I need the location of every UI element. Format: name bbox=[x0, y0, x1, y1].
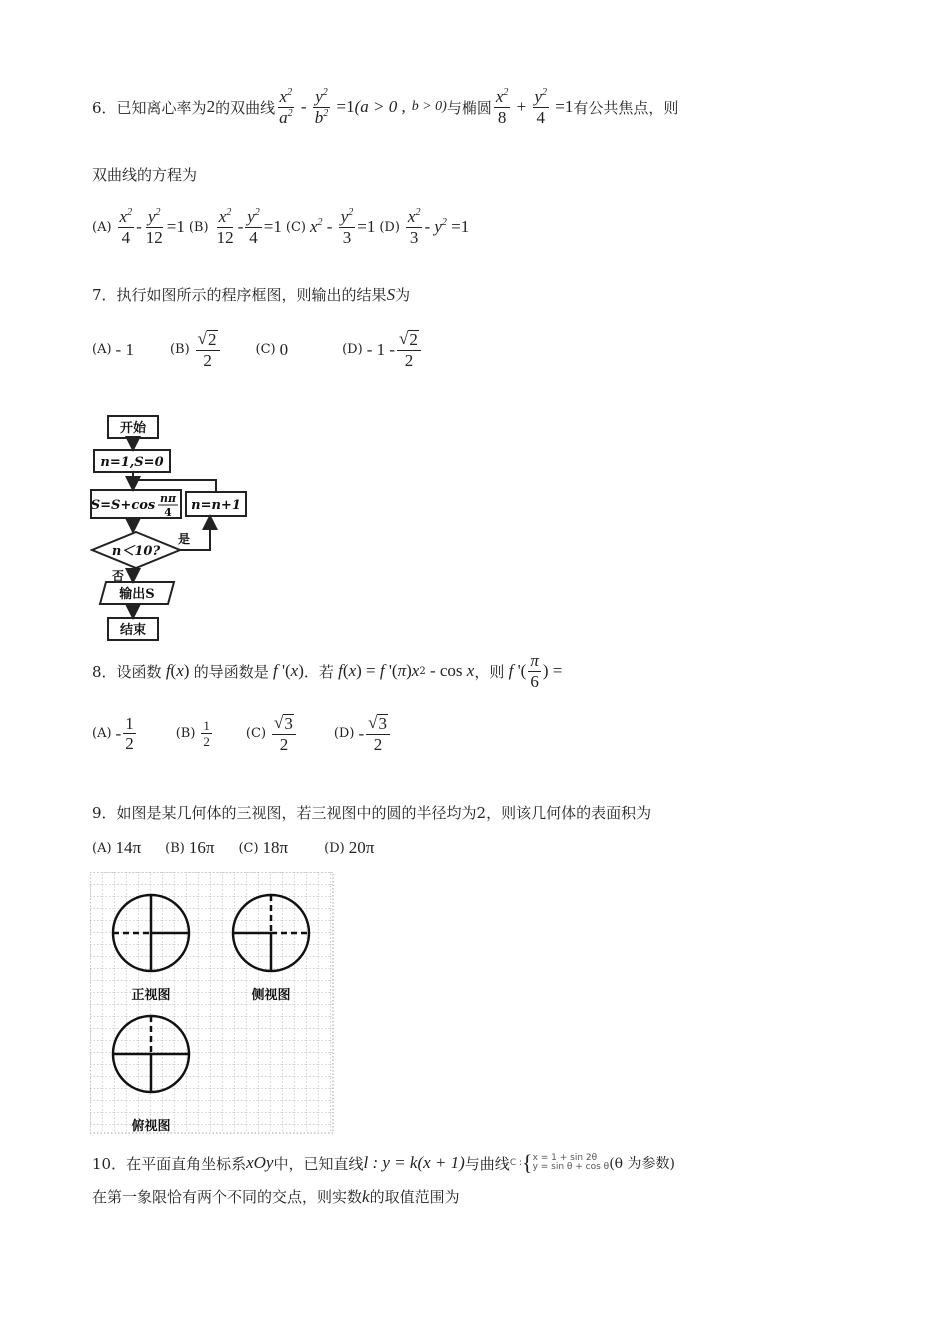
q6-text-b: 的双曲线 bbox=[215, 98, 276, 117]
q10-line1: 10． 在平面直角坐标系 xOy 中，已知直线 l : y = k(x + 1) 与曲线 C : { x = 1 + sin 2θ y = sin θ + cos θ (θ 为参数) bbox=[92, 1150, 675, 1175]
q7-number: 7． bbox=[92, 286, 117, 304]
top-view-label: 俯视图 bbox=[131, 1119, 171, 1134]
q6-option-b-label: (B) bbox=[188, 219, 209, 235]
q10-param-b: y = sin θ + cos θ bbox=[532, 1162, 610, 1172]
q6-option-c-label: (C) bbox=[285, 219, 306, 235]
q7-option-b-label: (B) bbox=[169, 342, 190, 358]
q10-line-eq: l : y = k(x + 1) bbox=[363, 1153, 465, 1172]
q9-question bbox=[92, 802, 651, 823]
q6-a-frac2: $\frac{y^2}{12}$ bbox=[145, 207, 163, 247]
q9-text: 如图是某几何体的三视图，若三视图中的圆的半径均为2，则该几何体的表面积为 bbox=[116, 804, 652, 822]
q10-param-a: x = 1 + sin 2θ bbox=[532, 1153, 598, 1163]
q10-param-system bbox=[533, 1154, 610, 1172]
q8-option-d-label: (D) bbox=[333, 726, 355, 742]
q8-option-d: √ 3 2 bbox=[366, 714, 390, 754]
q9-option-c-label: (C) bbox=[238, 840, 259, 856]
q7-flowchart bbox=[88, 410, 258, 642]
q6-line1: 6． 已知离心率为 2 的双曲线 $\frac{x^2}{a^2}$ - $\frac{y^2}{b^2}$ =1 (a > 0 , b > 0) 与椭圆 $\frac{x^2}{8}$ + $\frac{y^2}{4}$ =1 有公共焦点，则 bbox=[92, 87, 679, 127]
flow-end: 结束 bbox=[119, 623, 147, 638]
flow-output: 输出S bbox=[119, 587, 155, 602]
q6-condition-b: b > 0) bbox=[411, 99, 447, 115]
flow-no: 否 bbox=[111, 569, 125, 583]
q6-text-a: 已知离心率为 bbox=[116, 98, 207, 117]
q7-option-d-label: (D) bbox=[342, 342, 363, 358]
q10-text-a: 在平面直角坐标系 bbox=[126, 1154, 247, 1173]
q6-number: 6． bbox=[92, 98, 117, 117]
q6-b-frac2: $\frac{y^2}{4}$ bbox=[247, 207, 260, 247]
q7-option-c: 0 bbox=[279, 339, 289, 359]
flow-init: n=1,S=0 bbox=[100, 455, 164, 470]
q6-hyperbola-frac-x: $\frac{x^2}{a^2}$ bbox=[279, 87, 293, 127]
q8-option-a-label: (A) bbox=[92, 726, 112, 742]
q6-ellipse-frac-x: $\frac{x^2}{8}$ bbox=[495, 87, 509, 127]
q6-b-frac1: $\frac{x^2}{12}$ bbox=[216, 207, 234, 247]
q9-options bbox=[92, 838, 374, 858]
q8-text-c: ．若 bbox=[303, 662, 334, 681]
q10-number: 10． bbox=[92, 1154, 127, 1173]
q10-param-tail: (θ 为参数) bbox=[609, 1156, 675, 1172]
q10-line2-a: 在第一象限恰有两个不同的交点，则实数 bbox=[92, 1188, 363, 1206]
q8-option-b-label: (B) bbox=[175, 726, 196, 742]
q8-option-c: √ 3 2 bbox=[272, 714, 296, 754]
side-view-label: 侧视图 bbox=[251, 988, 291, 1003]
q10-text-b: 中，已知直线 bbox=[273, 1154, 364, 1173]
q7-var: S bbox=[386, 284, 396, 304]
q7-options bbox=[92, 330, 423, 370]
flow-incr: n=n+1 bbox=[191, 498, 241, 513]
q10-line2-b: 的取值范围为 bbox=[369, 1188, 460, 1206]
q8-option-a: $\frac{1}{2}$ bbox=[125, 713, 134, 754]
q7-tail: 为 bbox=[395, 286, 411, 304]
q10-var: k bbox=[362, 1186, 370, 1206]
q7-option-c-label: (C) bbox=[255, 342, 276, 358]
q6-options: (A) $\frac{x^2}{4}$ - $\frac{y^2}{12}$ =1 (B) $\frac{x^2}{12}$ - $\frac{y^2}{4}$ =1 (C) $x^2$ - $\frac{y^2}{3}$ =1 (D) $\frac{x^2}{3}$ - $y^2$ =1 bbox=[92, 207, 470, 247]
flow-cond: n＜10? bbox=[111, 544, 161, 559]
q6-a-frac1: $\frac{x^2}{4}$ bbox=[119, 207, 133, 247]
q7-question bbox=[92, 284, 410, 305]
q6-line2: 双曲线的方程为 bbox=[92, 166, 198, 184]
q8-option-c-label: (C) bbox=[245, 726, 267, 742]
q6-ellipse-frac-y: $\frac{y^2}{4}$ bbox=[534, 87, 548, 127]
q9-option-d-label: (D) bbox=[324, 840, 345, 856]
q9-option-b: 16π bbox=[188, 838, 215, 857]
q8-number: 8． bbox=[92, 662, 117, 681]
q9-number: 9． bbox=[92, 804, 117, 822]
q7-text: 执行如图所示的程序框图，则输出的结果 bbox=[116, 286, 387, 304]
q6-condition-a: (a > 0 , bbox=[354, 97, 406, 117]
q7-option-d-prefix: - 1 - bbox=[366, 339, 396, 359]
q6-text-c: 与椭圆 bbox=[446, 98, 492, 117]
q9-three-view-figure bbox=[90, 872, 334, 1134]
q6-option-a-label: (A) bbox=[92, 219, 112, 235]
q8-text-b: 的导函数是 bbox=[193, 662, 269, 681]
flow-yes: 是 bbox=[177, 532, 191, 546]
q7-option-a: - 1 bbox=[115, 339, 134, 359]
q6-eccentricity: 2 bbox=[206, 97, 216, 117]
q8-text-a: 设函数 bbox=[116, 662, 162, 681]
q9-option-a: 14π bbox=[115, 838, 142, 857]
q8-options: (A) - $\frac{1}{2}$ (B) $\frac{1}{2}$ (C) √ 3 2 (D) - √ 3 2 bbox=[92, 714, 392, 754]
front-view-label: 正视图 bbox=[131, 988, 171, 1003]
q10-line2 bbox=[92, 1186, 460, 1207]
q9-option-c: 18π bbox=[262, 838, 289, 857]
q8-text-d: ，则 bbox=[474, 662, 505, 681]
q6-text-d: 有公共焦点，则 bbox=[573, 98, 679, 117]
q6-c-frac: $\frac{y^2}{3}$ bbox=[340, 207, 354, 247]
q6-option-d-label: (D) bbox=[379, 219, 400, 235]
flow-frac-den: 4 bbox=[164, 506, 172, 519]
q7-option-a-label: (A) bbox=[92, 342, 112, 358]
q8-question: 8． 设函数 f ( x ) 的导函数是 f '( x ) ．若 f ( x ) = f '( π ) x 2 - cos x ，则 f '( $\frac{\pi}{6}$ ) = bbox=[92, 651, 563, 691]
q9-option-d: 20π bbox=[348, 838, 375, 857]
flow-start: 开始 bbox=[119, 421, 147, 436]
q7-option-d-frac: √ 2 2 bbox=[397, 330, 421, 370]
q8-arg-frac: $\frac{\pi}{6}$ bbox=[530, 651, 539, 691]
flow-frac-num: nπ bbox=[159, 492, 177, 505]
q10-coord: xOy bbox=[246, 1153, 274, 1172]
q10-curve-name: C : bbox=[509, 1158, 522, 1168]
flow-body: S=S+cos bbox=[90, 498, 156, 513]
q9-option-b-label: (B) bbox=[165, 840, 185, 856]
q10-text-c: 与曲线 bbox=[464, 1154, 510, 1173]
q6-hyperbola-frac-y: $\frac{y^2}{b^2}$ bbox=[314, 87, 329, 127]
q8-option-b: $\frac{1}{2}$ bbox=[203, 717, 210, 750]
q9-option-a-label: (A) bbox=[92, 840, 112, 856]
q6-d-frac: $\frac{x^2}{3}$ bbox=[407, 207, 421, 247]
q7-option-b: √ 2 2 bbox=[196, 330, 220, 370]
